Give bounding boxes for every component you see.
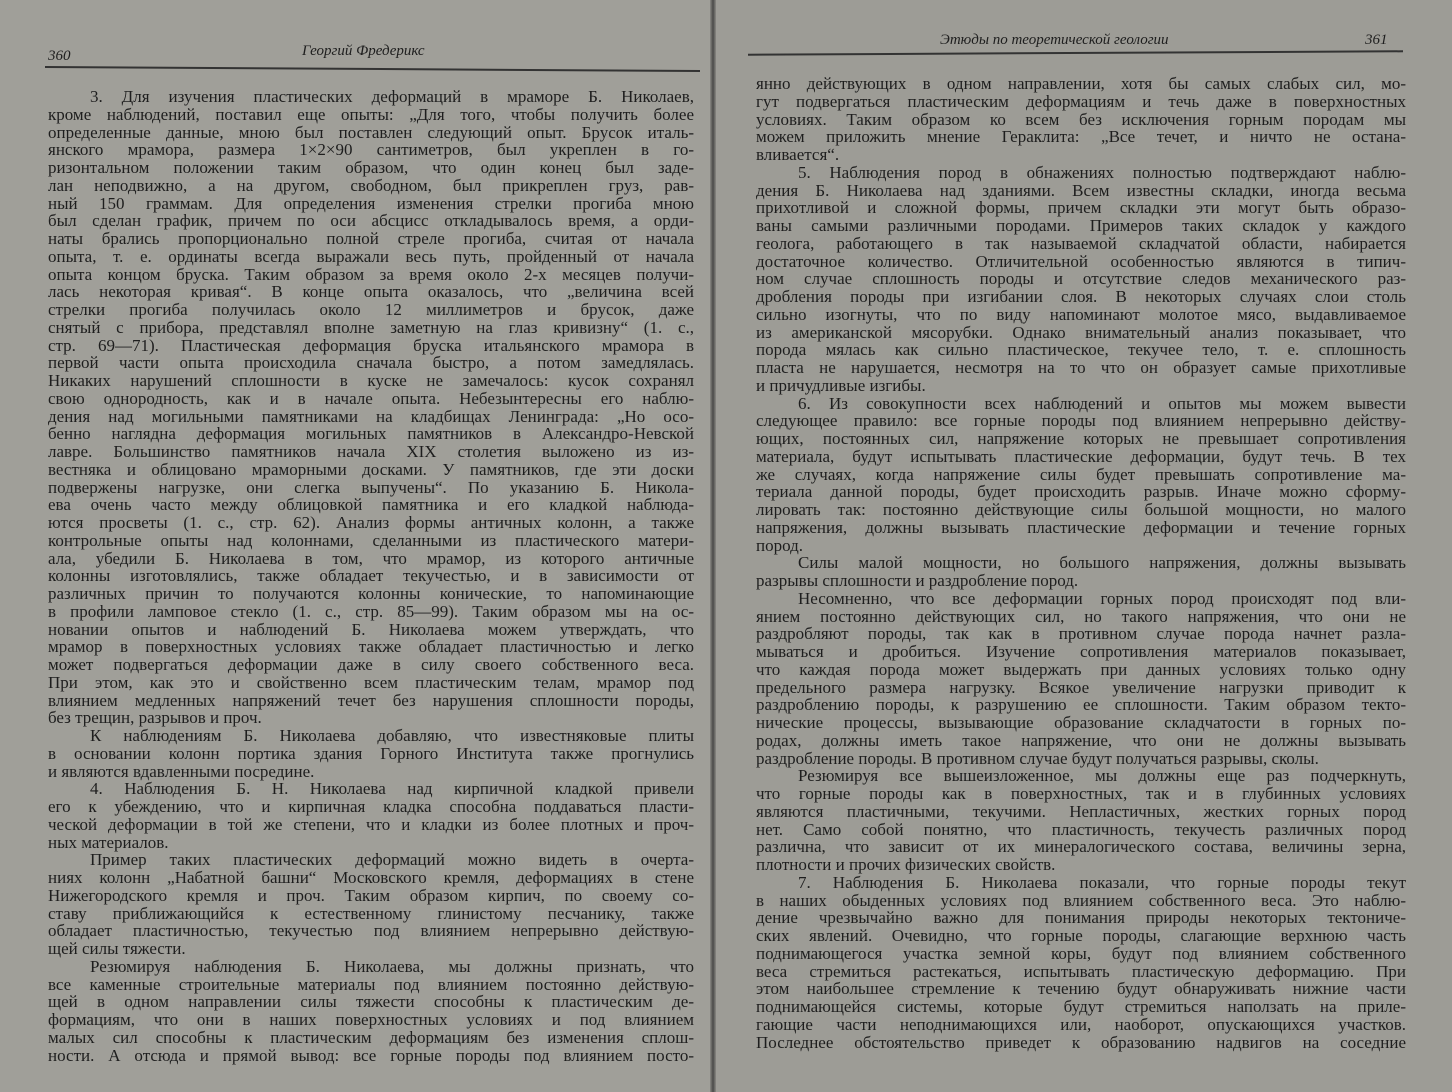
page-body bbox=[48, 88, 694, 1064]
text-line: янием постоянно действующих сил, но такого напряжения, что они не bbox=[756, 606, 1406, 626]
header-rule bbox=[45, 66, 700, 72]
paragraph bbox=[756, 395, 1406, 555]
text-line: свою однородность, как и в начале опыта. Небезынтересны его наблю- bbox=[48, 388, 694, 408]
paragraph bbox=[756, 75, 1406, 164]
header-rule bbox=[748, 50, 1403, 55]
text-line: опыта, т. е. ординаты всегда выражали весь путь, пройденный от начала bbox=[48, 246, 694, 266]
text-line: раздробление породы. В противном случае будут получаться разрывы, сколы. bbox=[756, 748, 1319, 768]
text-line: обладает пластичностью, текучестью под влиянием непрерывно действую- bbox=[48, 921, 694, 941]
text-line: дения над могильными памятниками на кладбищах Ленинграда: „Но осо- bbox=[48, 406, 694, 426]
text-line: наты брались пропорционально полной стреле прогиба, считая от начала bbox=[48, 229, 694, 248]
text-line: ева очень часто между облицовкой памятника и его кладкой наблюда- bbox=[48, 495, 694, 515]
paragraph bbox=[48, 727, 694, 780]
text-line: нические процессы, вызывающие образование складчатости в горных по- bbox=[756, 713, 1406, 732]
text-line: дения Б. Николаева над зданиями. Всем известны складки, иногда весьма bbox=[756, 180, 1406, 200]
text-line: ваны самыми различными породами. Примеров таких складок у каждого bbox=[756, 216, 1406, 235]
text-line: определенные данные, мною был поставлен следующий опыт. Брусок италь- bbox=[48, 122, 694, 142]
text-line: 4. Наблюдения Б. Н. Николаева над кирпичной кладкой привели bbox=[90, 779, 694, 799]
text-line: стрелки прогиба получилась около 12 миллиметров и брусок, даже bbox=[48, 300, 694, 319]
text-line: ности. А отсюда и прямой вывод: все горные породы под влиянием посто- bbox=[48, 1045, 694, 1065]
text-line: опыта концом бруска. Таким образом за время около 2-х месяцев получи- bbox=[48, 264, 694, 284]
text-line: напряжения, должны вызывать пластические деформации и течение горных bbox=[756, 517, 1406, 537]
text-line: Пример таких пластических деформаций можно видеть в очерта- bbox=[90, 850, 694, 870]
paragraph bbox=[756, 164, 1406, 395]
text-line: колонны изготовлялись, также обладает текучестью, и в зависимости от bbox=[48, 566, 694, 586]
text-line: же случаях, когда напряжение силы будет превышать сопротивление ма- bbox=[756, 464, 1406, 484]
text-line: лавре. Большинство памятников начала XIX столетия выложено из из- bbox=[48, 442, 694, 461]
text-line: родах, должны иметь такое напряжение, что они не должны вызывать bbox=[756, 730, 1406, 750]
text-line: Несомненно, что все деформации горных пород происходят под вли- bbox=[798, 588, 1406, 608]
text-line: дение чрезвычайно важно для понимания природы некоторых тектониче- bbox=[756, 908, 1406, 928]
text-line: поднимающегося участка земной коры, будут под влиянием собственного bbox=[756, 943, 1406, 963]
text-line: ских явлений. Очевидно, что горные породы, слагающие верхнюю часть bbox=[756, 926, 1406, 945]
text-line: ниях колонн „Набатной башни“ Московского кремля, деформациях в стене bbox=[48, 868, 694, 887]
text-line: из американской мясорубки. Однако внимательный анализ показывает, что bbox=[756, 322, 1406, 342]
left-page bbox=[0, 0, 712, 1092]
text-line: нет. Само собой понятно, что пластичность, текучесть различных пород bbox=[756, 819, 1406, 839]
running-head: Этюды по теоретической геологии bbox=[940, 32, 1169, 48]
paragraph bbox=[756, 590, 1406, 768]
text-line: Силы малой мощности, но большого напряжения, должны вызывать bbox=[798, 553, 1406, 573]
text-line: веса стремиться растекаться, испытывать пластическую деформацию. При bbox=[756, 961, 1406, 981]
text-line: щей в одном направлении силы тяжести способны к пластическим де- bbox=[48, 992, 694, 1012]
text-line: в основании колонн портика здания Горного Института также прогнулись bbox=[48, 743, 694, 763]
text-line: 3. Для изучения пластических деформаций в мраморе Б. Николаев, bbox=[90, 87, 694, 106]
text-line: мываться и дробиться. Изучение сопротивления материалов показывает, bbox=[756, 642, 1406, 661]
page-number: 360 bbox=[48, 48, 71, 64]
text-line: При этом, как это и свойственно всем пластическим телам, мрамор под bbox=[48, 672, 694, 692]
text-line: подвержены нагрузке, они слегка выпучены“. По указанию Б. Никола- bbox=[48, 477, 694, 497]
text-line: 5. Наблюдения пород в обнажениях полностью подтверждают наблю- bbox=[798, 162, 1406, 182]
text-line: янно действующих в одном направлении, хотя бы самых слабых сил, мо- bbox=[756, 74, 1406, 93]
paragraph bbox=[756, 767, 1406, 874]
text-line: условиях. Таким образом ко всем без исключения горным породам мы bbox=[756, 109, 1406, 129]
text-line: и являются вдавленными посредине. bbox=[48, 761, 315, 781]
text-line: щей силы тяжести. bbox=[48, 939, 186, 958]
text-line: раздробляют породы, так как в противном случае порода начнет разла- bbox=[756, 624, 1406, 644]
text-line: что горные породы как в поверхностных, так и в глубинных условиях bbox=[756, 784, 1406, 803]
text-line: в наших обыденных условиях под влиянием собственного веса. Это наблю- bbox=[756, 890, 1406, 910]
text-line: лировать так: постоянно действующие силы большой мощности, но малого bbox=[756, 500, 1406, 519]
text-line: лась некоторая кривая“. В конце опыта оказалось, что „величина всей bbox=[48, 282, 694, 302]
text-line: дробления породы при изгибании слоя. В некоторых случаях слои столь bbox=[756, 287, 1406, 306]
text-line: Никаких нарушений сплошности в куске не замечалось: кусок сохранял bbox=[48, 371, 694, 390]
text-line: разрывы сплошности и раздробление пород. bbox=[756, 571, 1079, 590]
text-line: 7. Наблюдения Б. Николаева показали, что горные породы текут bbox=[798, 872, 1406, 892]
text-line: его к убеждению, что и кирпичная кладка способна поддаваться пласти- bbox=[48, 797, 694, 816]
text-line: 6. Из совокупности всех наблюдений и опытов мы можем вывести bbox=[798, 393, 1406, 413]
text-line: ющих, постоянных сил, напряжение которых не превышает сопротивления bbox=[756, 429, 1406, 448]
text-line: мрамор в поверхностных условиях также обладает пластичностью и легко bbox=[48, 637, 694, 657]
text-line: достаточное количество. Отличительной особенностью являются в типич- bbox=[756, 251, 1406, 271]
text-line: плотности и прочих физических свойств. bbox=[756, 855, 1056, 874]
text-line: прихотливой и сложной формы, причем складки эти могут быть образо- bbox=[756, 198, 1406, 218]
text-line: малых сил способны к пластическим деформациям без изменения сплош- bbox=[48, 1027, 694, 1047]
paragraph bbox=[48, 958, 694, 1065]
text-line: Резюмируя наблюдения Б. Николаева, мы должны признать, что bbox=[90, 956, 694, 976]
text-line: Последнее обстоятельство приведет к образованию надвигов на соседние bbox=[756, 1032, 1406, 1052]
text-line: ном случае сплошность породы и отсутствие следов механического раз- bbox=[756, 269, 1406, 289]
text-line: пласта не нарушается, несмотря на то что он образует самые прихотливые bbox=[756, 358, 1406, 377]
text-line: К наблюдениям Б. Николаева добавляю, что известняковые плиты bbox=[90, 726, 694, 745]
text-line: все каменные строительные материалы под влиянием постоянно действую- bbox=[48, 974, 694, 994]
text-line: геолога, работающего в так называемой складчатой области, набирается bbox=[756, 233, 1406, 253]
text-line: первой части опыта происходила сначала быстро, а потом замедлялась. bbox=[48, 353, 694, 373]
text-line: материала, будут испытывать пластические деформации, будут течь. В тех bbox=[756, 446, 1406, 466]
text-line: ставу приближающийся к естественному глинистому песчанику, также bbox=[48, 903, 694, 923]
text-line: ческой деформации в той же степени, что и кладки из более плотных и проч- bbox=[48, 814, 694, 834]
text-line: снятый с прибора, представлял вполне заметную на глаз кривизну“ (1. с., bbox=[48, 317, 694, 337]
text-line: новании опытов и наблюдений Б. Николаева можем утверждать, что bbox=[48, 619, 694, 639]
text-line: различна, что зависит от их минералогического состава, величины зерна, bbox=[756, 837, 1406, 857]
text-line: ный 150 граммам. Для определения изменения стрелки прогиба мною bbox=[48, 193, 694, 213]
text-line: Резюмируя все вышеизложенное, мы должны еще раз подчеркнуть, bbox=[798, 766, 1406, 786]
text-line: ала, убедили Б. Николаева в том, что мрамор, из которого античные bbox=[48, 548, 694, 568]
text-line: предельного размера нагрузку. Всякое увеличение нагрузки приводит к bbox=[756, 677, 1406, 697]
text-line: без трещин, разрывов и проч. bbox=[48, 708, 262, 728]
text-line: вливается“. bbox=[756, 145, 840, 164]
paragraph bbox=[48, 88, 694, 727]
text-line: этом наибольшее стремление к течению будут обнаруживать нижние части bbox=[756, 979, 1406, 999]
page-number: 361 bbox=[1365, 32, 1388, 48]
text-line: ризонтальном положении таким образом, что один конец был заде- bbox=[48, 158, 694, 177]
paragraph bbox=[48, 851, 694, 958]
right-page bbox=[716, 0, 1452, 1092]
text-line: гут подвергаться пластическим деформациям и течь даже в поверхностных bbox=[756, 91, 1406, 111]
text-line: стр. 69—71). Пластическая деформация бруска итальянского мрамора в bbox=[48, 335, 694, 355]
text-line: пород. bbox=[756, 535, 804, 555]
text-line: что каждая порода может выдержать при данных условиях только одну bbox=[756, 659, 1406, 679]
text-line: порода мялась как сильно пластическое, текучее тело, т. е. сплошность bbox=[756, 340, 1406, 360]
text-line: вестняка и облицовано мраморными досками. У памятников, где эти доски bbox=[48, 459, 694, 479]
text-line: влиянием медленных напряжений течет без нарушения сплошности породы, bbox=[48, 690, 694, 710]
text-line: различных причин то получаются колонны конические, то напоминающие bbox=[48, 584, 694, 603]
running-head: Георгий Фредерикс bbox=[302, 43, 425, 59]
text-line: ных материалов. bbox=[48, 832, 169, 852]
page-body bbox=[756, 75, 1406, 1051]
text-line: в профили ламповое стекло (1. с., стр. 85—99). Таким образом мы на ос- bbox=[48, 601, 694, 621]
text-line: был сделан график, причем по оси абсцисс откладывалось время, а орди- bbox=[48, 211, 694, 231]
text-line: являются пластичными, текучими. Непластичных, жестких горных пород bbox=[756, 801, 1406, 821]
text-line: раздроблению породы, к разрушению ее сплошности. Таким образом текто- bbox=[756, 695, 1406, 715]
text-line: контрольные опыты над колоннами, сделанными из пластического матери- bbox=[48, 530, 694, 550]
paragraph bbox=[48, 780, 694, 851]
text-line: лан неподвижно, а на другом, свободном, был прикреплен груз, рав- bbox=[48, 175, 694, 195]
text-line: сильно изогнуты, что по виду напоминают молотое мясо, выдавливаемое bbox=[756, 304, 1406, 324]
text-line: Нижегородского кремля и проч. Таким образом кирпич, по своему со- bbox=[48, 885, 694, 905]
text-line: может подвергаться деформации даже в силу своего собственного веса. bbox=[48, 655, 694, 674]
text-line: гающие части неподнимающихся или, наоборот, опускающихся участков. bbox=[756, 1014, 1406, 1034]
text-line: бенно наглядна деформация могильных памятников в Александро-Невской bbox=[48, 424, 694, 444]
text-line: можем приложить мнение Гераклита: „Все течет, и ничто не остана- bbox=[756, 127, 1406, 147]
text-line: и причудливые изгибы. bbox=[756, 375, 926, 395]
paragraph bbox=[756, 554, 1406, 590]
text-line: янского мрамора, размера 1×2×90 сантиметров, был укреплен в го- bbox=[48, 140, 694, 160]
text-line: следующее правило: все горные породы под влиянием непрерывно действу- bbox=[756, 411, 1406, 431]
text-line: териала данной породы, будет происходить разрыв. Иначе можно сформу- bbox=[756, 482, 1406, 502]
paragraph bbox=[756, 874, 1406, 1052]
text-line: поднимающейся системы, которые будут стремиться наползать на приле- bbox=[756, 997, 1406, 1016]
text-line: формациям, что они в наших поверхностных условиях и под влиянием bbox=[48, 1010, 694, 1029]
text-line: ются просветы (1. с., стр. 62). Анализ формы античных колонн, а также bbox=[48, 513, 694, 532]
text-line: кроме наблюдений, поставил еще опыты: „Для того, чтобы получить более bbox=[48, 104, 694, 124]
